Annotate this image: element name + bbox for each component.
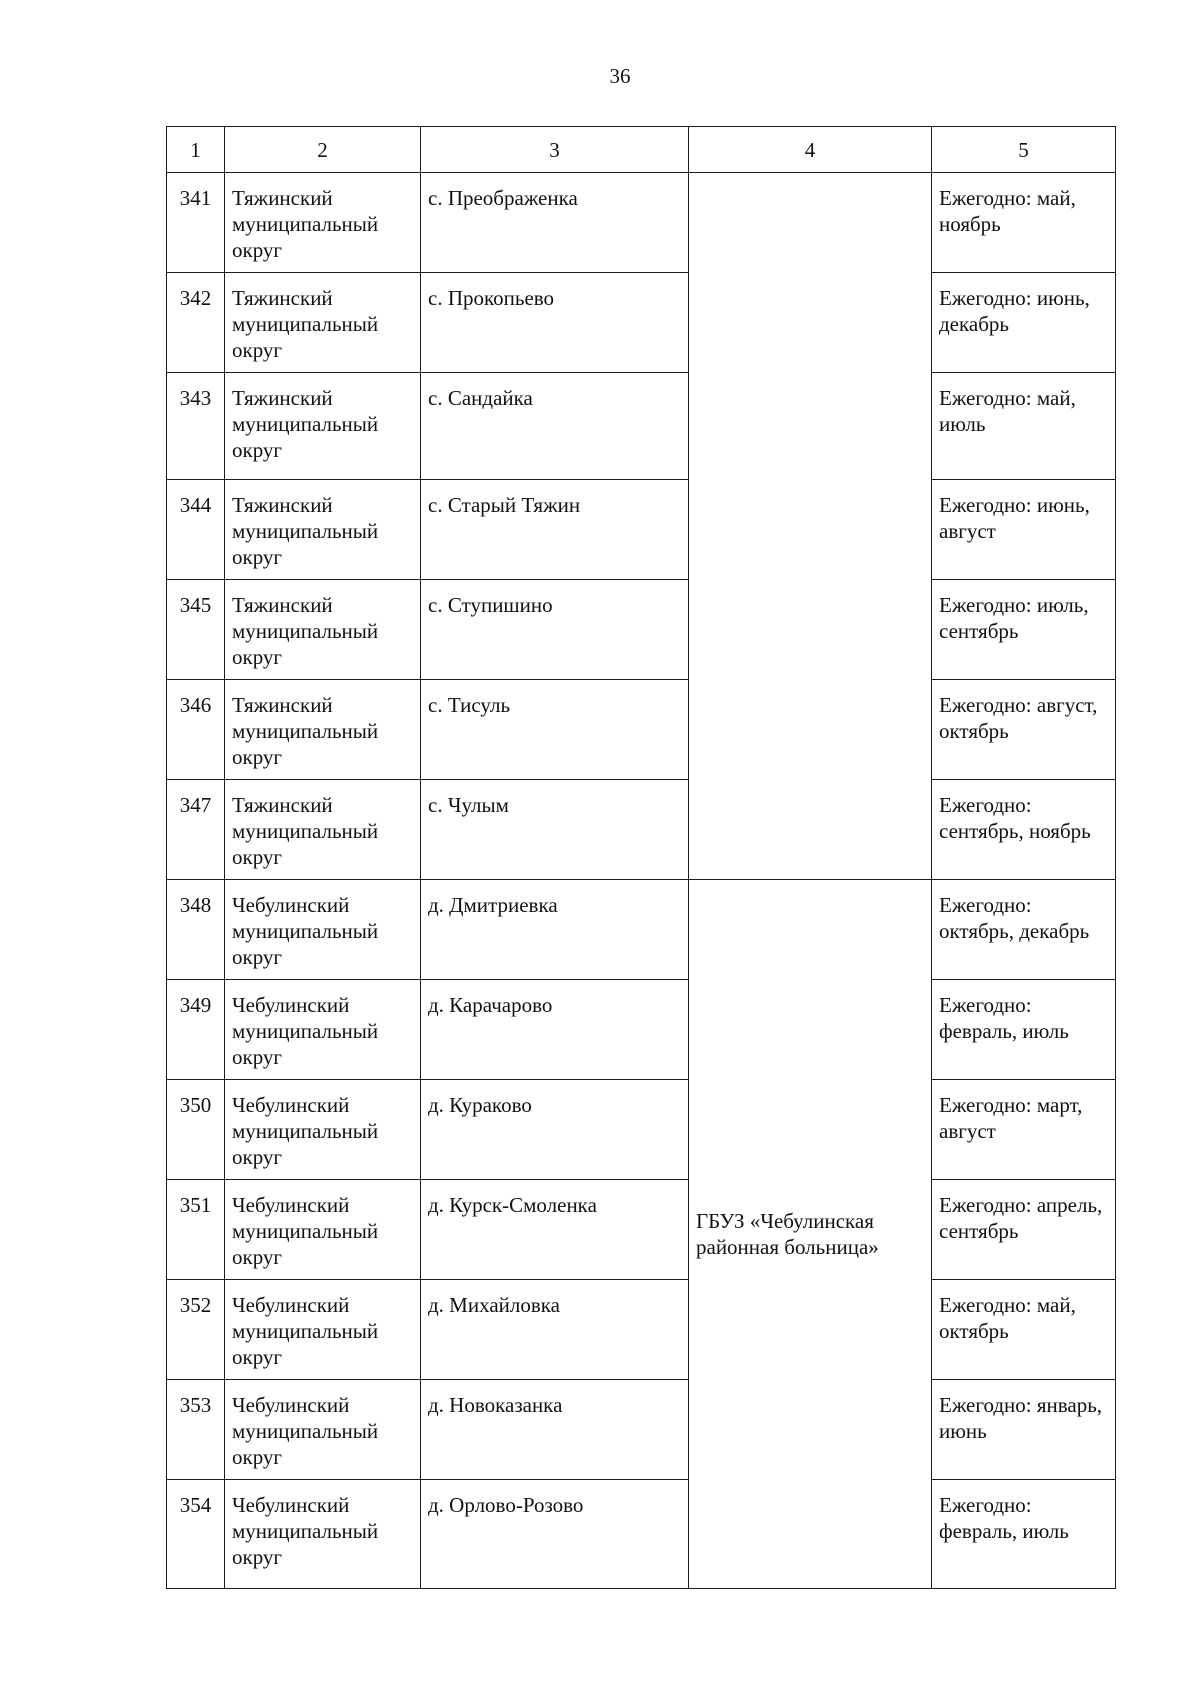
settlement-cell: с. Прокопьево — [421, 273, 689, 373]
schedule-cell: Ежегодно: март, август — [932, 1080, 1116, 1180]
settlement-cell: д. Кураково — [421, 1080, 689, 1180]
schedule-cell: Ежегодно: октябрь, декабрь — [932, 880, 1116, 980]
settlement-cell: с. Преображенка — [421, 173, 689, 273]
settlement-cell: с. Ступишино — [421, 580, 689, 680]
schedule-cell: Ежегодно: август, октябрь — [932, 680, 1116, 780]
row-number: 346 — [167, 680, 225, 780]
schedule-cell: Ежегодно: январь, июнь — [932, 1380, 1116, 1480]
district-cell: Тяжинский муниципальный округ — [225, 273, 421, 373]
schedule-cell: Ежегодно: апрель, сентябрь — [932, 1180, 1116, 1280]
row-number: 342 — [167, 273, 225, 373]
table-row — [167, 1380, 1116, 1480]
schedule-cell: Ежегодно: май, июль — [932, 373, 1116, 480]
district-cell: Чебулинский муниципальный округ — [225, 1380, 421, 1480]
row-number: 351 — [167, 1180, 225, 1280]
table-row — [167, 480, 1116, 580]
schedule-cell: Ежегодно: май, октябрь — [932, 1280, 1116, 1380]
row-number: 354 — [167, 1480, 225, 1589]
schedule-cell: Ежегодно: июль, сентябрь — [932, 580, 1116, 680]
row-number: 343 — [167, 373, 225, 480]
row-number: 345 — [167, 580, 225, 680]
district-cell: Чебулинский муниципальный округ — [225, 1180, 421, 1280]
page-number: 36 — [609, 64, 631, 88]
schedule-table — [166, 126, 1116, 1589]
district-cell: Чебулинский муниципальный округ — [225, 1280, 421, 1380]
table-row — [167, 1480, 1116, 1589]
header-col-5: 5 — [932, 127, 1116, 173]
district-cell: Чебулинский муниципальный округ — [225, 1080, 421, 1180]
settlement-cell: с. Тисуль — [421, 680, 689, 780]
schedule-cell: Ежегодно: июнь, август — [932, 480, 1116, 580]
settlement-cell: д. Дмитриевка — [421, 880, 689, 980]
schedule-cell: Ежегодно: май, ноябрь — [932, 173, 1116, 273]
row-number: 347 — [167, 780, 225, 880]
header-col-1: 1 — [167, 127, 225, 173]
settlement-cell: д. Михайловка — [421, 1280, 689, 1380]
schedule-cell: Ежегодно: июнь, декабрь — [932, 273, 1116, 373]
settlement-cell: д. Новоказанка — [421, 1380, 689, 1480]
table-row — [167, 880, 1116, 980]
table-row — [167, 373, 1116, 480]
schedule-cell: Ежегодно: февраль, июль — [932, 980, 1116, 1080]
table-row — [167, 1280, 1116, 1380]
district-cell: Чебулинский муниципальный округ — [225, 1480, 421, 1589]
settlement-cell: д. Карачарово — [421, 980, 689, 1080]
district-cell: Чебулинский муниципальный округ — [225, 880, 421, 980]
table-header-row — [167, 127, 1116, 173]
organization-cell: ГБУЗ «Чебулинская районная больница» — [689, 880, 932, 1589]
header-col-4: 4 — [689, 127, 932, 173]
schedule-cell: Ежегодно: февраль, июль — [932, 1480, 1116, 1589]
table-row — [167, 1080, 1116, 1180]
district-cell: Тяжинский муниципальный округ — [225, 680, 421, 780]
settlement-cell: д. Курск-Смоленка — [421, 1180, 689, 1280]
district-cell: Тяжинский муниципальный округ — [225, 780, 421, 880]
district-cell: Тяжинский муниципальный округ — [225, 480, 421, 580]
table-row — [167, 173, 1116, 273]
row-number: 352 — [167, 1280, 225, 1380]
district-cell: Чебулинский муниципальный округ — [225, 980, 421, 1080]
row-number: 341 — [167, 173, 225, 273]
table-row — [167, 680, 1116, 780]
row-number: 350 — [167, 1080, 225, 1180]
organization-cell — [689, 173, 932, 880]
settlement-cell: с. Сандайка — [421, 373, 689, 480]
table-row — [167, 273, 1116, 373]
schedule-cell: Ежегодно: сентябрь, ноябрь — [932, 780, 1116, 880]
row-number: 349 — [167, 980, 225, 1080]
settlement-cell: с. Чулым — [421, 780, 689, 880]
row-number: 344 — [167, 480, 225, 580]
row-number: 353 — [167, 1380, 225, 1480]
settlement-cell: д. Орлово-Розово — [421, 1480, 689, 1589]
district-cell: Тяжинский муниципальный округ — [225, 373, 421, 480]
district-cell: Тяжинский муниципальный округ — [225, 580, 421, 680]
district-cell: Тяжинский муниципальный округ — [225, 173, 421, 273]
header-col-3: 3 — [421, 127, 689, 173]
header-col-2: 2 — [225, 127, 421, 173]
table-row — [167, 980, 1116, 1080]
settlement-cell: с. Старый Тяжин — [421, 480, 689, 580]
table-row — [167, 780, 1116, 880]
table-row — [167, 1180, 1116, 1280]
table-row — [167, 580, 1116, 680]
row-number: 348 — [167, 880, 225, 980]
